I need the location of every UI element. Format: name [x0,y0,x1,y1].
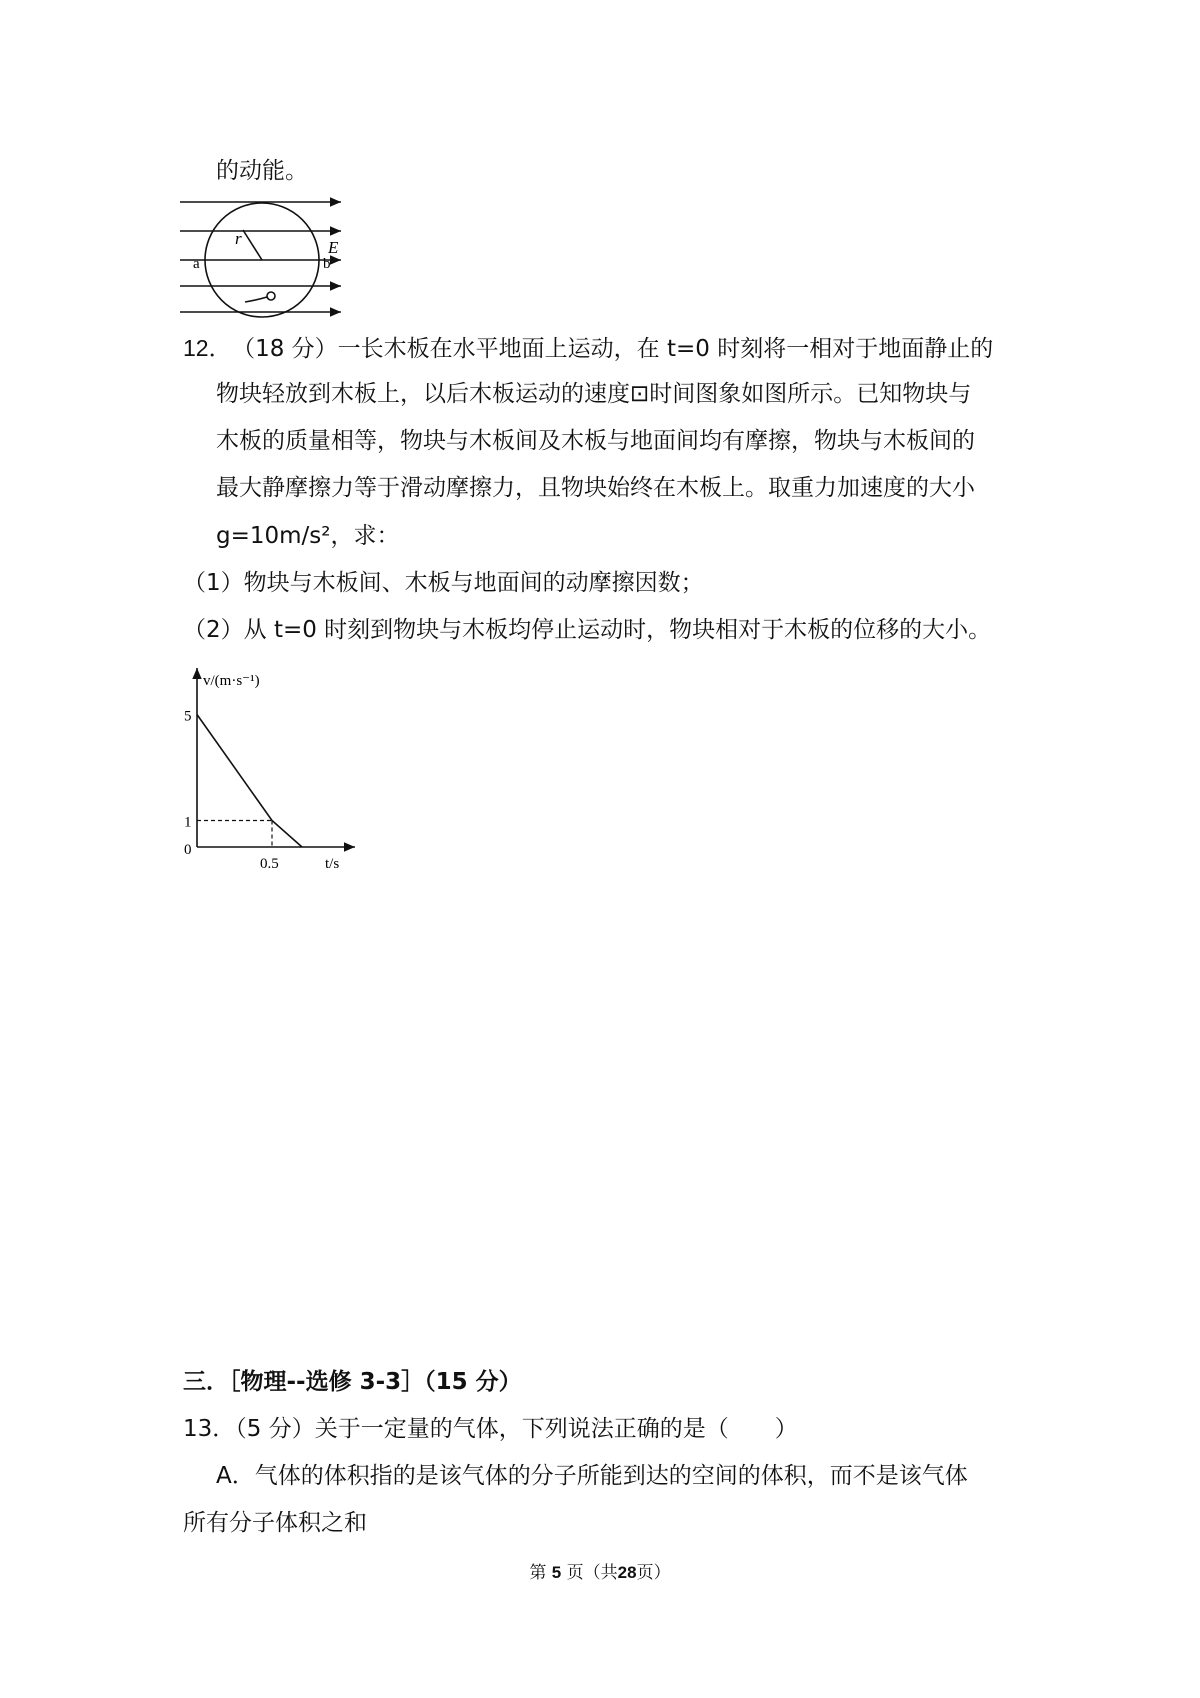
y-axis-label: v/(m·s⁻¹) [203,673,260,689]
velocity-time-chart [180,660,360,875]
q12-line-3: 木板的质量相等，物块与木板间及木板与地面间均有摩擦，物块与木板间的 [216,428,975,454]
q13-stem: 13．（5 分）关于一定量的气体，下列说法正确的是（ ） [183,1416,798,1442]
q13-option-a-line-2: 所有分子体积之和 [183,1510,367,1536]
field-label: E [328,238,339,257]
velocity-line [197,715,302,848]
point-a-label: a [193,256,200,272]
q12-line-2: 物块轻放到木板上，以后木板运动的速度⊡时间图象如图所示。已知物块与 [216,381,972,407]
y-tick-label: 0 [184,842,192,858]
footer-page-number: 5 [551,1563,562,1582]
q12-subquestion-2: （2）从 t=0 时刻到物块与木板均停止运动时，物块相对于木板的位移的大小。 [183,617,992,643]
q12-score: （18 分） [243,336,338,362]
q12-line-1 [183,333,993,364]
section-3-title: 三．［物理--选修 3-3］（15 分） [183,1369,522,1395]
x-axis-label: t/s [325,856,340,872]
q12-text-1: 一长木板在水平地面上运动，在 t=0 时刻将一相对于地面静止的 [337,336,994,362]
point-b-label: b [323,256,331,272]
y-tick-label: 1 [184,814,192,831]
electric-field-figure [175,188,355,318]
radius-label: r [235,229,242,248]
q12-subquestion-1: （1）物块与木板间、木板与地面间的动摩擦因数； [183,570,704,596]
q12-line-4: 最大静摩擦力等于滑动摩擦力，且物块始终在木板上。取重力加速度的大小 [216,475,975,501]
footer-middle: 页（共 [566,1563,618,1583]
continuation-text: 的动能。 [216,158,308,184]
y-tick-label: 5 [184,708,192,725]
q12-line-5: g=10m/s²，求： [216,523,400,549]
x-tick-label: 0.5 [260,856,279,872]
footer-prefix: 第 [529,1563,547,1583]
q12-number: 12． [183,335,232,361]
page-footer [0,1558,1200,1583]
footer-suffix: 页） [636,1563,671,1583]
q13-option-a-line-1: A．气体的体积指的是该气体的分子所能到达的空间的体积，而不是该气体 [216,1463,968,1489]
footer-total-pages: 28 [617,1563,637,1582]
